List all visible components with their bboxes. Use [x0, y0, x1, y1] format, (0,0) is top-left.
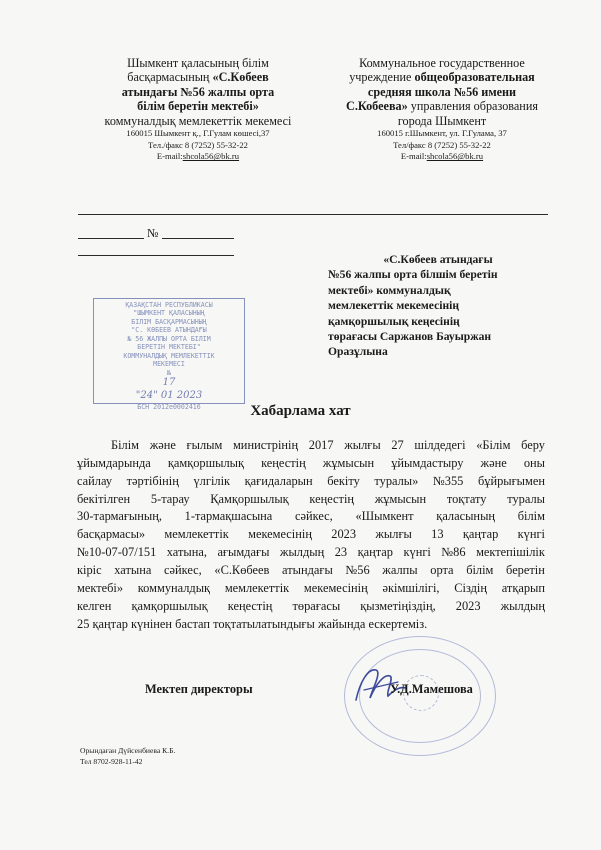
body-word: жылдың — [279, 545, 325, 560]
body-line — [77, 437, 545, 455]
body-word: 23 — [334, 545, 348, 560]
addressee-line: мемлекеттік мекемесінің — [328, 299, 460, 313]
stamp-line: № 56 ЖАЛПЫ ОРТА БІЛІМ — [127, 334, 211, 343]
body-word: ағымдағы — [217, 545, 270, 560]
body-word: Қамқоршылық — [210, 491, 289, 506]
body-word: тоқтату — [446, 491, 487, 506]
header-right-line3: средняя школа №56 имени — [367, 84, 517, 99]
body-word: білім — [517, 509, 545, 524]
body-word: 13 — [431, 527, 444, 542]
body-word: Сіздің — [454, 580, 488, 595]
body-word: оны — [523, 455, 545, 470]
body-word: «С.Көбеев — [214, 563, 270, 578]
body-word: туралы — [507, 491, 545, 506]
header-right-phone: Тел/факс 8 (7252) 55-32-22 — [393, 139, 491, 150]
header-left-line1: Шымкент қаласының білім — [127, 56, 269, 70]
stamp-line: БЕРЕТІН МЕКТЕБІ" — [137, 343, 201, 352]
header-left-phone: Тел./факс 8 (7252) 55-32-22 — [148, 139, 248, 150]
body-word: қағидаларын — [244, 473, 313, 488]
body-word: 2023 — [455, 598, 481, 613]
header-right-email: E-mail:shcola56@bk.ru — [400, 151, 484, 162]
header-left — [82, 56, 314, 163]
body-word: 30-тармағының, — [77, 509, 162, 524]
body-word: беретін — [506, 563, 545, 578]
body-word: бекіту — [327, 473, 360, 488]
body-word: күнгі — [403, 545, 431, 560]
body-word: атындағы — [282, 563, 333, 578]
header-right-address: 160015 г.Шымкент, ул. Г.Гулама, 37 — [377, 127, 507, 138]
body-word: «Білім — [476, 438, 511, 452]
body-word: 5-тарау — [150, 491, 190, 506]
body-word: мекемесінің — [248, 527, 312, 542]
body-word: келген — [77, 598, 112, 613]
executor-phone: Тел 8702-928-11-42 — [80, 756, 143, 766]
body-word: және — [149, 438, 176, 452]
body-word: жұмысын — [374, 491, 427, 506]
body-word: білім — [466, 563, 494, 578]
body-line — [77, 473, 545, 491]
body-word: тәртібінің — [126, 473, 179, 488]
body-line — [77, 455, 545, 473]
reg-number-sign: № — [147, 226, 159, 240]
body-word: қаңтар — [357, 545, 394, 560]
addressee-line: мектебі» коммуналдық — [328, 283, 451, 297]
header-right-line5: города Шымкент — [397, 113, 487, 128]
body-word: бастап — [175, 616, 214, 631]
body-word: бұйрығымен — [477, 473, 545, 488]
header-divider — [78, 214, 548, 215]
body-word: министрінің — [232, 438, 299, 452]
header-right-line4: С.Кобеева» управления образования — [346, 99, 538, 114]
stamp-number: № 17 — [162, 368, 176, 388]
body-word: №86 — [441, 545, 466, 560]
body-word: кеңестің — [309, 491, 355, 506]
body-word: жалпы — [382, 563, 418, 578]
body-line — [77, 598, 545, 616]
document-title: Хабарлама хат — [250, 403, 351, 419]
body-word: №355 — [432, 473, 464, 488]
body-word: 1-тармақшасына — [184, 509, 273, 524]
body-word: мемлекеттік — [164, 527, 229, 542]
body-word: қызметіңіздің, — [360, 598, 436, 613]
stamp-line: ҚАЗАҚСТАН РЕСПУБЛИКАСЫ — [125, 301, 213, 309]
header-right-line2: учреждение общеобразовательная — [349, 70, 535, 85]
body-word: кеңестің — [227, 598, 273, 613]
body-word: әкімшілігі, — [382, 580, 440, 595]
body-line — [77, 562, 545, 580]
body-word: кеңестің — [261, 455, 306, 470]
stamp-bin: БСН 2012е0002416 — [137, 402, 201, 411]
body-word: және — [480, 455, 507, 470]
body-word: сайлау — [77, 473, 113, 488]
body-word: Білім — [111, 438, 140, 452]
body-word: тоқтатылатындығы — [213, 616, 318, 631]
body-word: ғылым — [186, 438, 223, 452]
body-word: коммуналдық — [137, 580, 211, 595]
body-word: бекітілген — [77, 491, 131, 506]
reg-date-line — [78, 238, 144, 239]
header-left-address: 160015 Шымкент қ., Г.Гулам көшесі,37 — [126, 127, 270, 138]
body-word: кіріс — [77, 563, 102, 578]
body-line — [77, 544, 545, 562]
body-word: жұмысын — [322, 455, 375, 470]
header-left-email: E-mail:shcola56@bk.ru — [156, 151, 240, 162]
stamp-date: "24" 01 2023 — [135, 389, 203, 401]
signatory-name: У.Д.Мамешова — [390, 682, 473, 696]
body-word: ұйымдарында — [77, 455, 151, 470]
body-word: шілдедегі — [414, 438, 466, 452]
registration-stamp — [93, 298, 245, 411]
body-word: қаңтар — [92, 616, 132, 631]
body-word: мекемесінің — [303, 580, 368, 595]
stamp-line: "С. КӨБЕЕВ АТЫНДАҒЫ — [131, 326, 207, 335]
body-word: туралы» — [374, 473, 419, 488]
body-line — [77, 491, 545, 509]
body-word: беру — [521, 438, 545, 452]
stamp-line: "ШЫМКЕНТ ҚАЛАСЫНЫҢ — [133, 309, 205, 318]
body-word: жайында — [317, 616, 369, 631]
body-word: хатына, — [166, 545, 207, 560]
body-word: №10-07-07/151 — [77, 545, 157, 560]
letter-body — [77, 437, 545, 633]
body-line — [77, 508, 545, 526]
body-word: қамқоршылық — [167, 455, 244, 470]
addressee-line: қамқоршылық кеңесінің — [328, 314, 460, 328]
body-word: ұйымдастыру — [391, 455, 464, 470]
body-word: мемлекеттік — [224, 580, 290, 595]
body-word: №56 — [345, 563, 370, 578]
body-word: қаңтар — [462, 527, 499, 542]
header-left-line2: басқармасының «С.Көбеев — [127, 70, 269, 85]
addressee-line: «С.Көбеев атындағы — [383, 253, 493, 266]
body-word: ескертеміз. — [368, 616, 428, 631]
addressee-line: Оразұлына — [328, 345, 388, 359]
header-left-line4: білім беретін мектебі» — [137, 99, 259, 114]
body-word: жылғы — [344, 438, 381, 452]
signatory-position: Мектеп директоры — [145, 682, 253, 696]
executor-name: Орындаған Дүйсенбиева К.Б. — [80, 746, 176, 755]
executor-footer — [80, 746, 175, 767]
body-line — [77, 616, 545, 634]
stamp-line: МЕКЕМЕСІ — [153, 360, 185, 369]
body-word: хатына — [114, 563, 152, 578]
header-left-line3: атындағы №56 жалпы орта — [121, 84, 275, 99]
header-right-line1: Коммунальное государственное — [359, 56, 525, 70]
header-right — [322, 56, 562, 163]
body-word: сәйкес, — [163, 563, 202, 578]
body-word: үлгілік — [193, 473, 231, 488]
stamp-line: КОММУНАЛДЫҚ МЕМЛЕКЕТТІК — [123, 351, 215, 360]
body-word: мектебі» — [77, 580, 124, 595]
header-left-line5: коммуналдық мемлекеттік мекемесі — [104, 113, 292, 128]
body-word: жылғы — [375, 527, 412, 542]
body-word: төрағасы — [292, 598, 341, 613]
body-word: 2023 — [331, 527, 357, 542]
body-word: қамқоршылық — [131, 598, 208, 613]
body-line — [77, 526, 545, 544]
body-word: сәйкес, — [295, 509, 333, 524]
body-word: қаласының — [436, 509, 496, 524]
body-word: «Шымкент — [355, 509, 414, 524]
body-word: 2017 — [308, 438, 334, 452]
body-line — [77, 580, 545, 598]
body-word: күнгі — [517, 527, 545, 542]
addressee-block — [328, 252, 548, 360]
body-word: мектепішілік — [476, 545, 545, 560]
body-word: басқармасы» — [77, 527, 146, 542]
body-word: орта — [430, 563, 454, 578]
body-word: 25 — [77, 616, 93, 631]
reg-extra-line — [78, 255, 234, 256]
stamp-line: БІЛІМ БАСҚАРМАСЫНЫҢ — [131, 317, 207, 326]
addressee-line: төрағасы Саржанов Бауыржан — [328, 330, 492, 344]
body-word: атқарып — [501, 580, 545, 595]
body-word: 27 — [391, 438, 404, 452]
body-word: күнінен — [131, 616, 176, 631]
reg-number-line — [162, 238, 234, 239]
body-word: жылдың — [500, 598, 545, 613]
addressee-line: №56 жалпы орта білшім беретін — [328, 268, 498, 282]
